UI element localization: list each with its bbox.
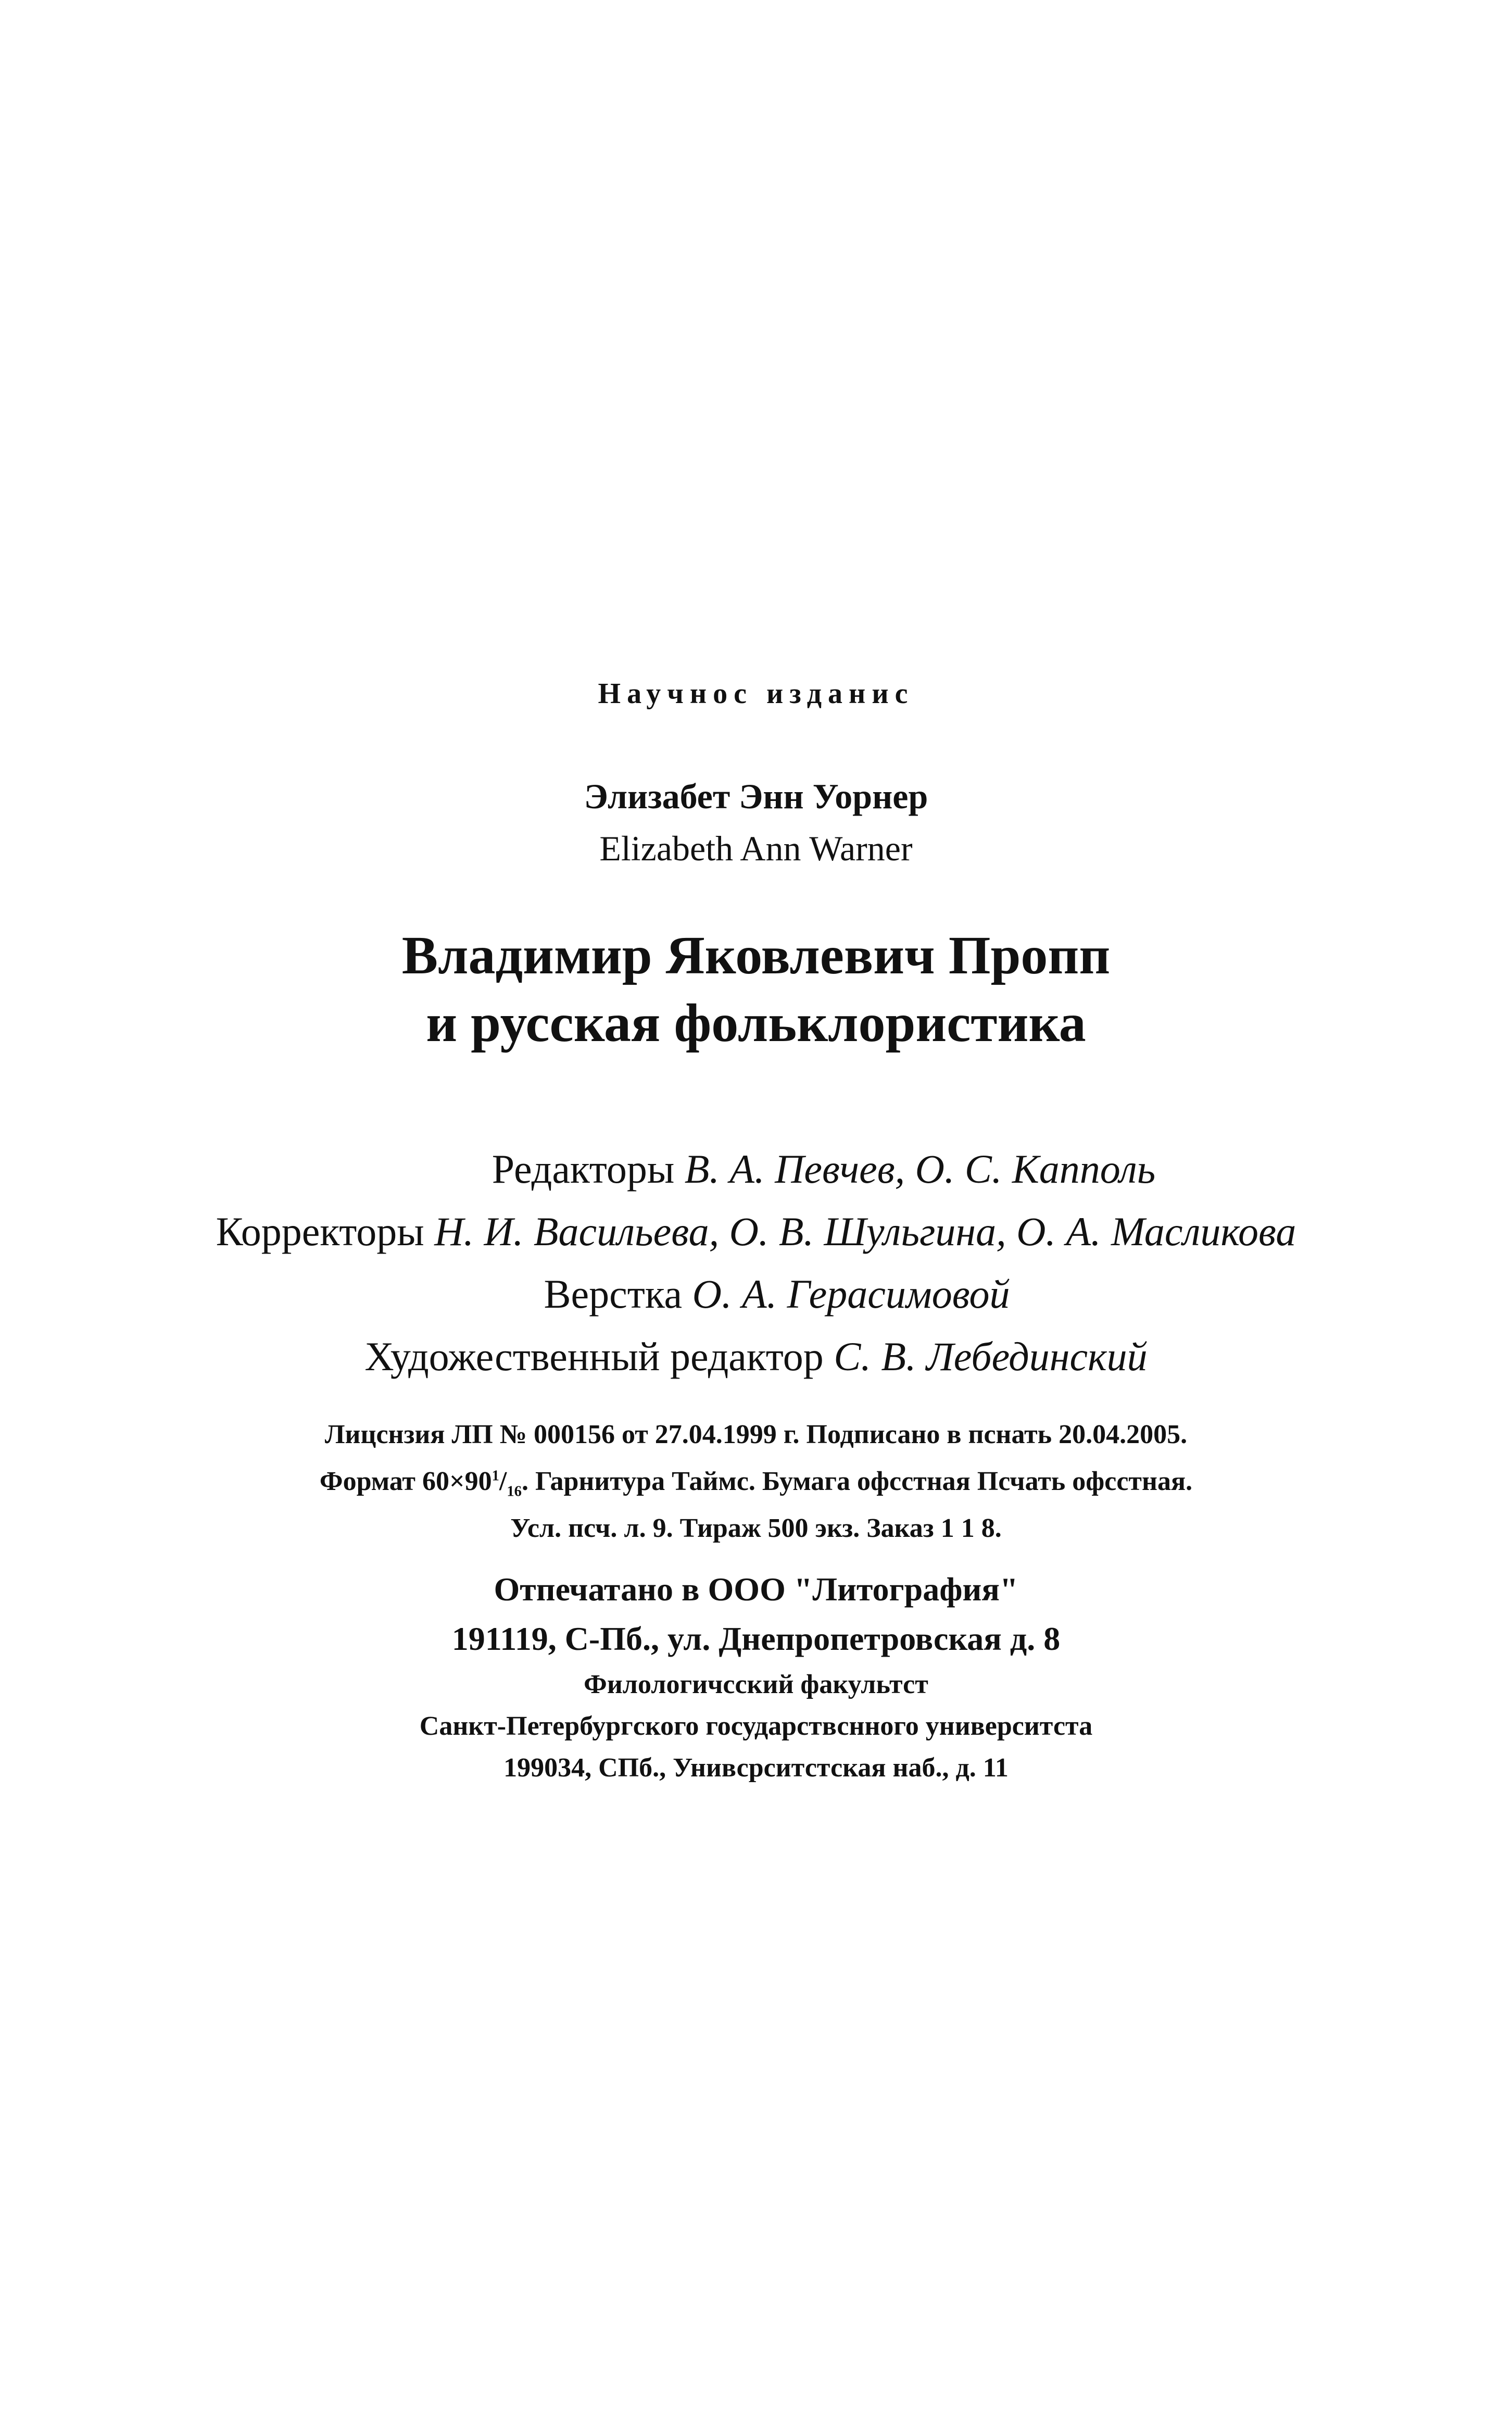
format-fraction-denominator: 16 (507, 1483, 522, 1500)
author-name-russian: Элизабет Энн Уорнер (584, 776, 928, 816)
credit-editors (0, 1146, 1512, 1193)
book-title-line-2: и русская фольклористика (426, 993, 1086, 1053)
publication-type: Научнос изданис (598, 678, 914, 710)
correctors-label: Корректоры (216, 1209, 424, 1254)
university-name: Санкт-Петербургского государствснного университста (419, 1711, 1093, 1741)
correctors-names: Н. И. Васильева, О. В. Шульгина, О. А. Масликова (434, 1209, 1296, 1254)
credit-art-editor (0, 1333, 1512, 1380)
layout-names: О. А. Герасимовой (692, 1271, 1010, 1317)
editors-names: В. А. Певчев, О. С. Капполь (684, 1146, 1156, 1192)
format-prefix: Формат 60×90 (319, 1467, 492, 1496)
imprint-format-line: Формат $60\times 90^1/_{16}$. Гарнитура Таймс. Бумага офсстная Псчать офсстная. (319, 1467, 1193, 1500)
credit-correctors (0, 1208, 1512, 1255)
imprint-license-line: Лицснзия ЛП № 000156 от 27.04.1999 г. Подписано в пснать 20.04.2005. (324, 1420, 1188, 1449)
printer-address: 191119, С-Пб., ул. Днепропетровская д. 8 (451, 1620, 1061, 1657)
layout-label: Верстка (544, 1271, 683, 1317)
art-editor-names: С. В. Лебединский (834, 1334, 1148, 1379)
credit-layout (0, 1271, 1512, 1318)
imprint-print-run-line: Усл. псч. л. 9. Тираж 500 экз. Заказ 1 1 8. (510, 1513, 1002, 1543)
faculty-name: Филологичсский факультст (584, 1670, 928, 1699)
format-suffix: . Гарнитура Таймс. Бумага офсстная Псчать офсстная. (521, 1467, 1193, 1496)
university-address: 199034, СПб., Унивсрситстская наб., д. 11 (503, 1753, 1009, 1783)
editors-label: Редакторы (492, 1146, 675, 1192)
format-fraction-numerator: 1 (492, 1468, 499, 1484)
author-name-english: Elizabeth Ann Warner (599, 829, 913, 868)
book-title-line-1: Владимир Яковлевич Пропп (401, 925, 1111, 985)
printer-name: Отпечатано в ООО "Литография" (494, 1571, 1018, 1608)
art-editor-label: Художественный редактор (364, 1334, 824, 1379)
